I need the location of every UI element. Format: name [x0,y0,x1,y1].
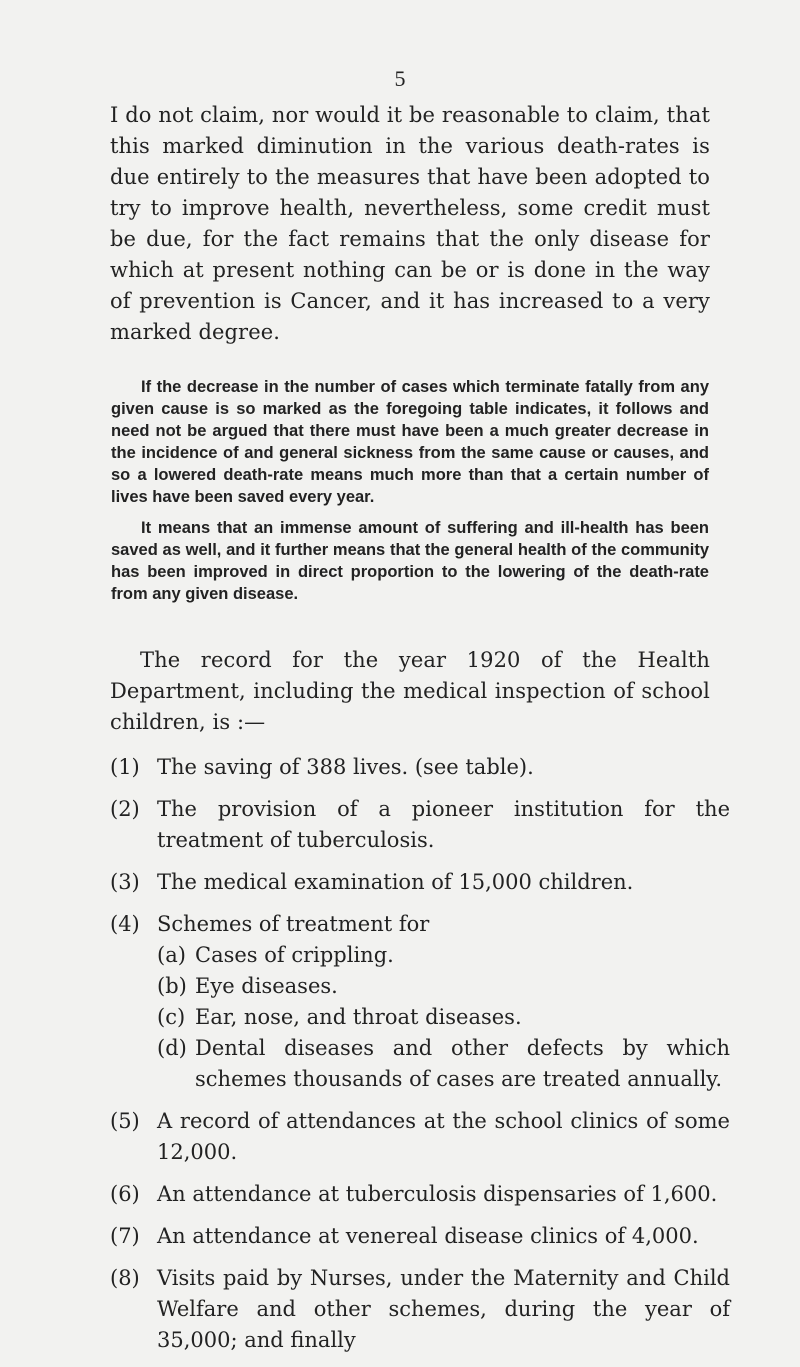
list-item [110,794,730,856]
sub-item-text: Dental diseases and other defects by which schemes thousands of cases are treated annually. [195,1036,730,1091]
list-item-number: (5) [110,1109,140,1133]
record-list [110,752,730,1367]
treatment-sub-list [157,940,730,1095]
list-item-text: Schemes of treatment for [157,912,430,936]
list-item [110,1263,730,1356]
list-item-body [157,909,730,1095]
list-item-number: (4) [110,912,140,936]
list-item-number: (3) [110,870,140,894]
list-item-number: (8) [110,1266,140,1290]
list-item [110,1179,730,1210]
list-item [110,1221,730,1252]
list-item-text: The provision of a pioneer institution for the treatment of tuberculosis. [157,797,730,852]
list-item-text: The saving of 388 lives. (see table). [157,755,534,779]
sub-item-letter: (a) [157,943,186,967]
list-item-text: A record of attendances at the school clinics of some 12,000. [157,1109,730,1164]
list-item-text: An attendance at tuberculosis dispensaries of 1,600. [157,1182,718,1206]
record-intro-paragraph: The record for the year 1920 of the Health Department, including the medical inspection of school children, is :— [110,648,710,734]
sub-item-letter: (b) [157,974,187,998]
list-item-text: The medical examination of 15,000 children. [157,870,634,894]
sub-item-text: Eye diseases. [195,974,338,998]
list-item [110,1106,730,1168]
sub-item-text: Ear, nose, and throat diseases. [195,1005,522,1029]
list-item-text: Visits paid by Nurses, under the Maternity and Child Welfare and other schemes, during the year of 35,000; and finally [157,1266,730,1352]
bold-paragraph-suffering: It means that an immense amount of suffering and ill-health has been saved as well, and it further means that the general health of the community has been improved in direct proportion to the lowering of the death-rate from any given disease. [111,519,709,603]
list-item [110,909,730,1095]
list-item-number: (6) [110,1182,140,1206]
sub-item-letter: (c) [157,1005,186,1029]
list-item-number: (1) [110,755,140,779]
page-number: 5 [394,66,406,91]
intro-paragraph: I do not claim, nor would it be reasonable to claim, that this marked diminution in the various death-rates is due entirely to the measures that have been adopted to try to improve health, nevertheless, some credit must be due, for the fact remains that the only disease for which at present nothing can be or is done in the way of prevention is Cancer, and it has increased to a very marked degree. [110,103,710,344]
sub-list-item [157,1033,730,1095]
list-item-number: (7) [110,1224,140,1248]
sub-item-letter: (d) [157,1036,187,1060]
sub-list-item [157,1002,730,1033]
sub-list-item [157,940,730,971]
sub-list-item [157,971,730,1002]
bold-paragraph-decrease: If the decrease in the number of cases which terminate fatally from any given cause is so marked as the foregoing table indicates, it follows and need not be argued that there must have been a much greater decrease in the incidence of and general sickness from the same cause or causes, and so a lowered death-rate means much more than that a certain number of lives have been saved every year. [111,378,709,506]
list-item [110,867,730,898]
list-item-number: (2) [110,797,140,821]
sub-item-text: Cases of crippling. [195,943,394,967]
list-item-text: An attendance at venereal disease clinics of 4,000. [157,1224,699,1248]
list-item [110,752,730,783]
